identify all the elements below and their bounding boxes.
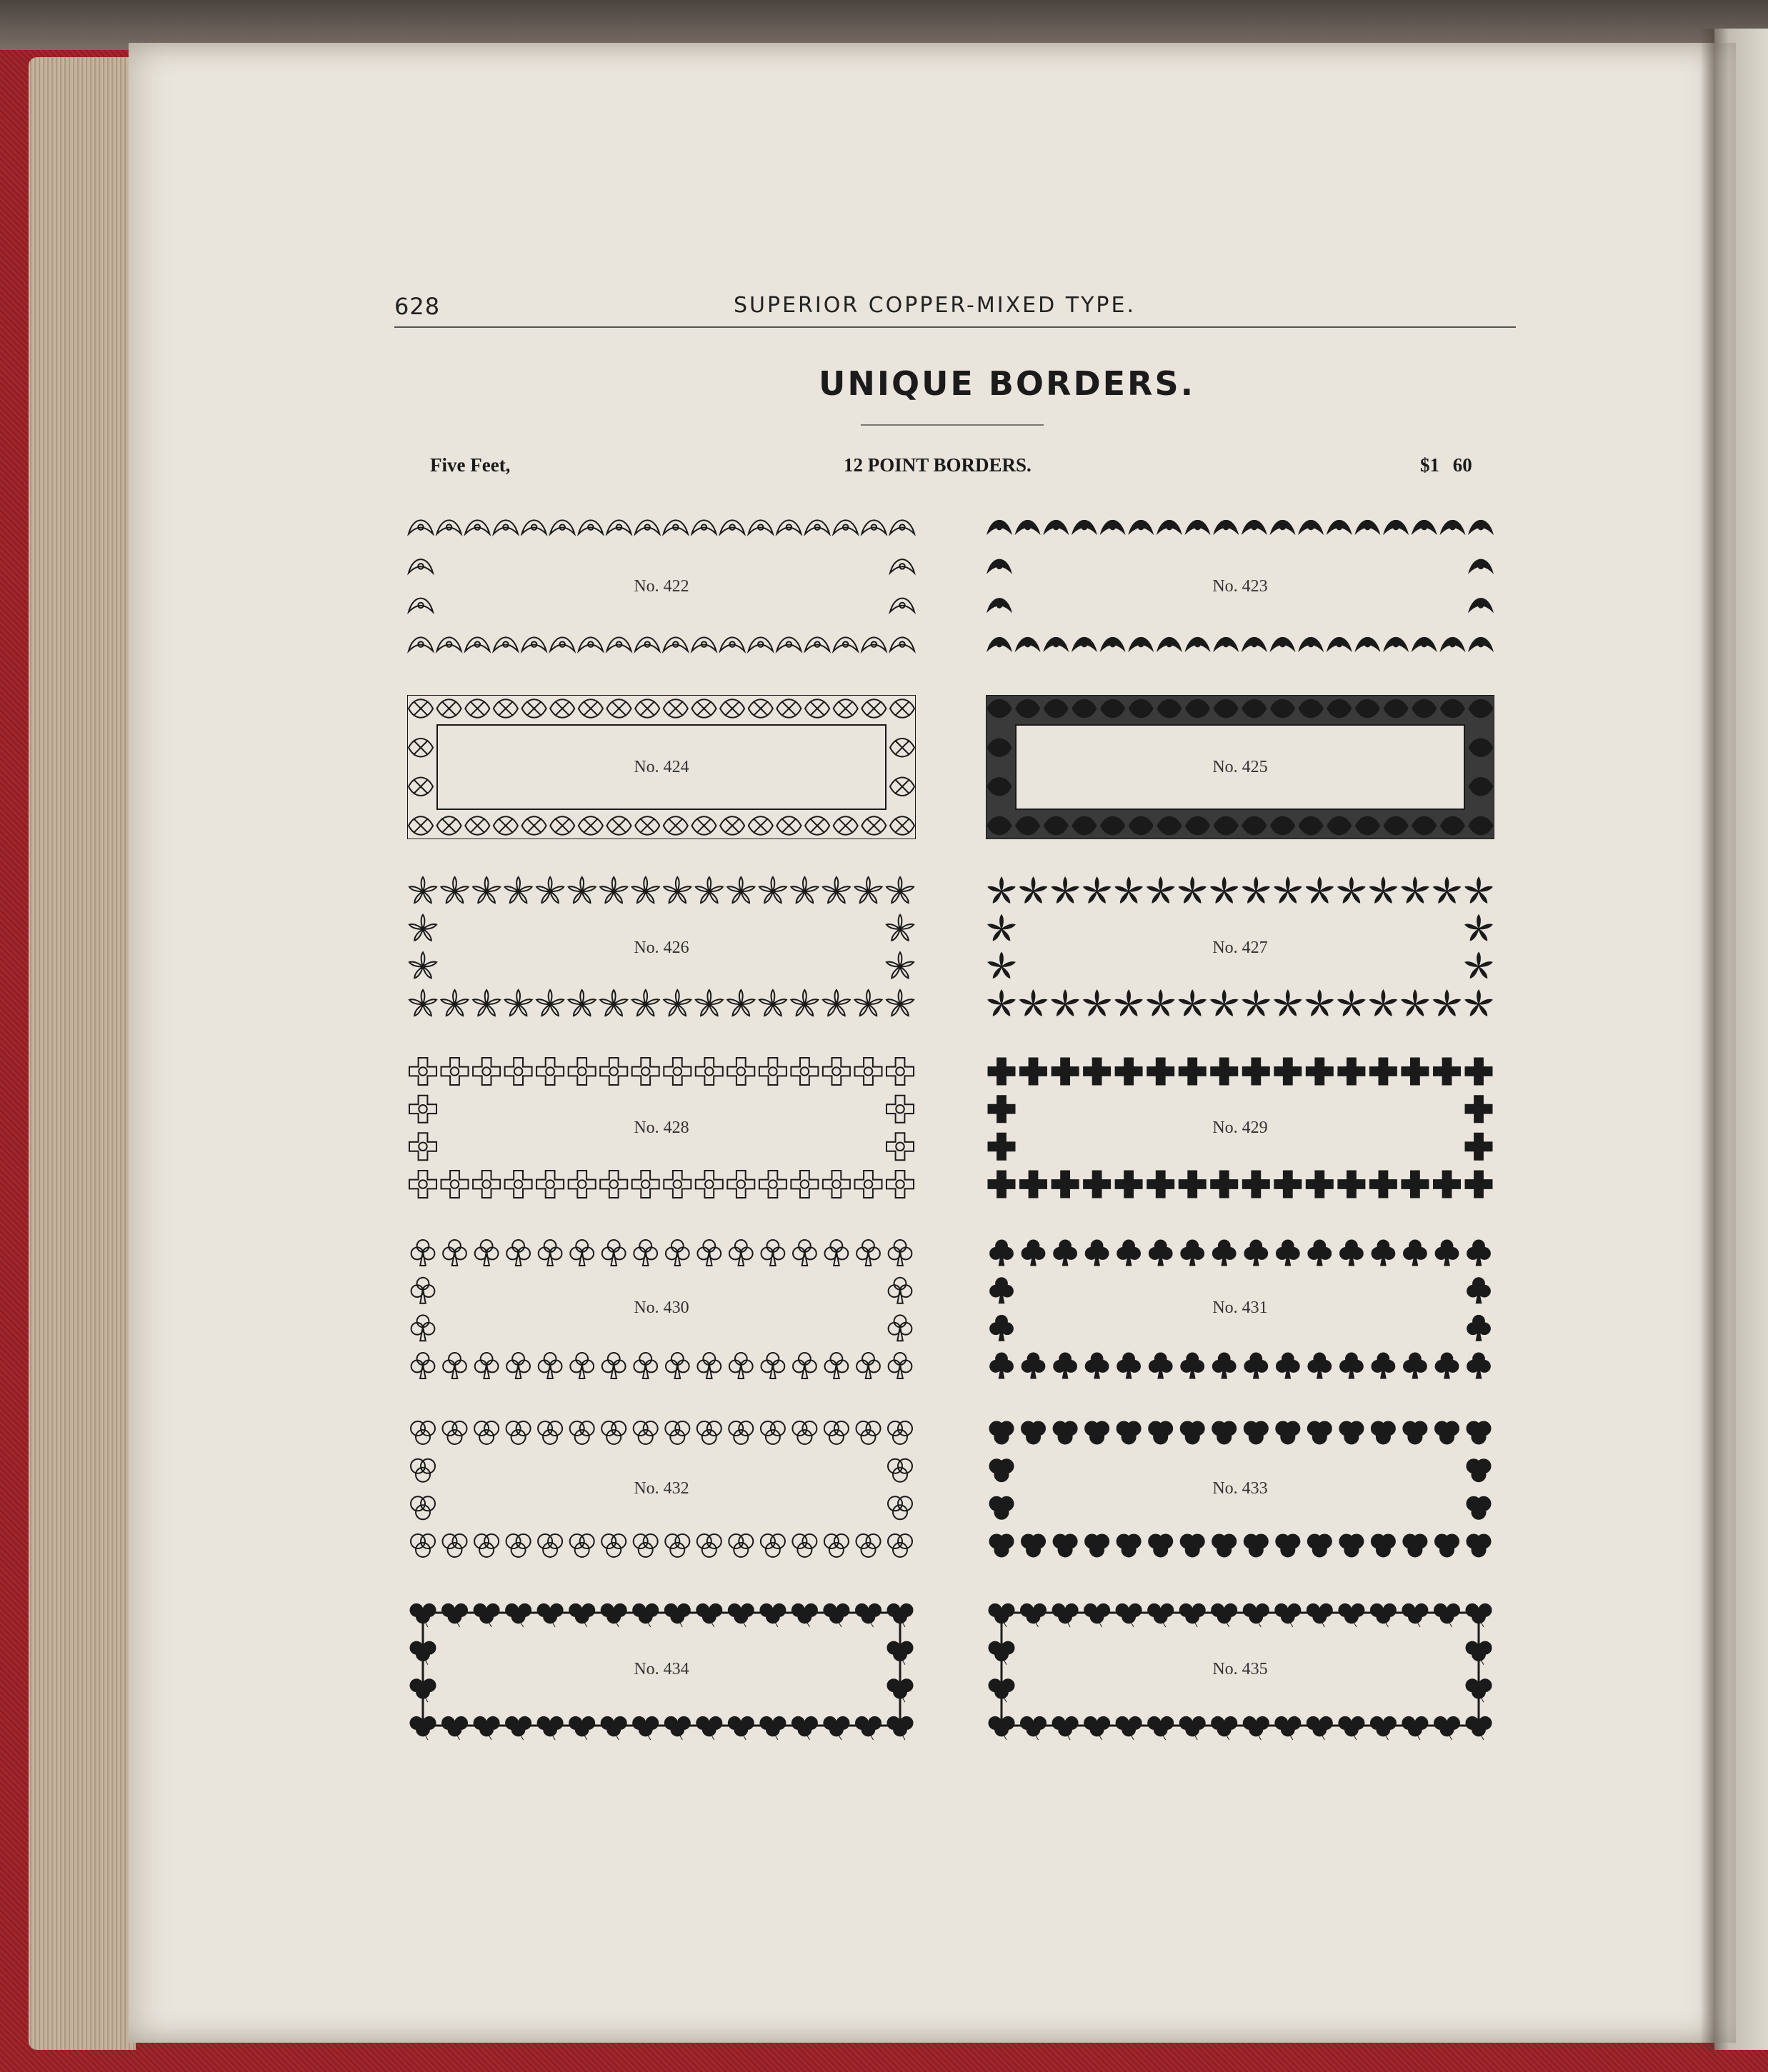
border-specimen: [986, 514, 1494, 659]
title-rule: [861, 424, 1044, 426]
border-specimen: [986, 1597, 1494, 1741]
border-specimen: [407, 695, 916, 839]
border-specimen: [986, 1236, 1494, 1380]
border-number-label: No. 424: [634, 757, 689, 776]
border-specimen: [986, 695, 1494, 839]
border-number-label: No. 433: [1212, 1478, 1268, 1498]
border-specimen: [407, 876, 916, 1020]
border-number-label: No. 423: [1212, 576, 1268, 596]
border-number-label: No. 435: [1212, 1659, 1268, 1678]
border-number-label: No. 432: [634, 1478, 689, 1498]
border-number-label: No. 431: [1212, 1298, 1268, 1317]
border-specimen: [986, 876, 1494, 1020]
catalog-page: [129, 43, 1736, 2043]
border-specimen: [986, 1416, 1494, 1561]
border-number-label: No. 425: [1212, 757, 1268, 776]
border-number-label: No. 434: [634, 1659, 689, 1678]
border-specimen: [407, 514, 916, 659]
header-rule: [394, 326, 1516, 328]
length-label: Five Feet,: [430, 454, 511, 476]
border-specimen: [407, 1416, 916, 1561]
border-number-label: No. 422: [634, 576, 689, 596]
border-number-label: No. 426: [634, 938, 689, 957]
border-specimen: [986, 1056, 1494, 1200]
price-label: $1 60: [1420, 454, 1472, 476]
border-number-label: No. 428: [634, 1118, 689, 1137]
running-head: SUPERIOR COPPER-MIXED TYPE.: [734, 293, 1136, 318]
border-number-label: No. 429: [1212, 1118, 1268, 1137]
border-specimen: [407, 1236, 916, 1380]
border-specimen: [407, 1597, 916, 1741]
border-number-label: No. 427: [1212, 938, 1268, 957]
page-gutter-shadow: [1700, 29, 1729, 2050]
border-number-label: No. 430: [634, 1298, 689, 1317]
section-title: UNIQUE BORDERS.: [819, 364, 1196, 403]
border-specimen: [407, 1056, 916, 1200]
page-number: 628: [394, 293, 441, 320]
page-edges: [29, 57, 136, 2050]
size-label: 12 POINT BORDERS.: [844, 454, 1032, 476]
